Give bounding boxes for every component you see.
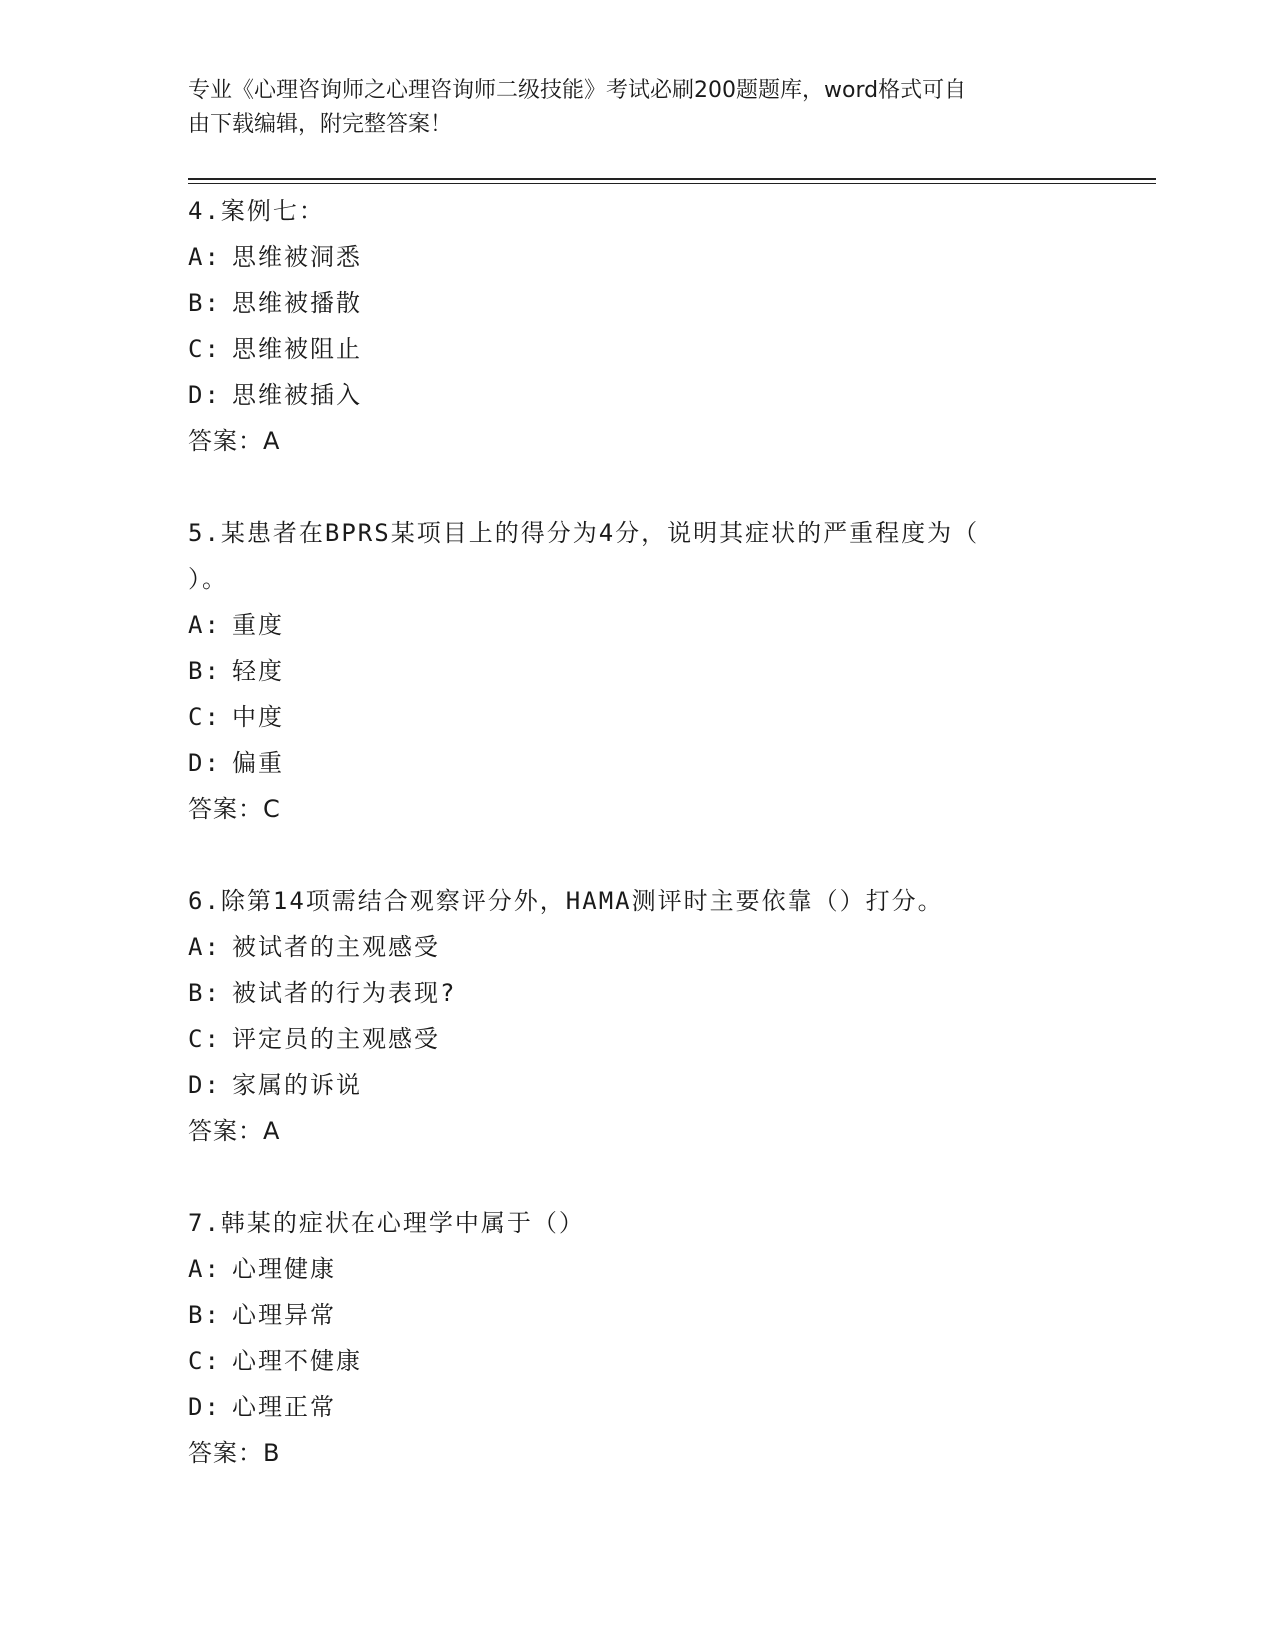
- answer-line: 答案：A: [188, 427, 281, 455]
- option-d: [188, 740, 1088, 786]
- option-c: [188, 694, 1088, 740]
- option-a: [188, 1246, 1088, 1292]
- option-text: 中度: [232, 703, 284, 731]
- option-letter: C:: [188, 1025, 221, 1053]
- header-line-2: 由下载编辑，附完整答案！: [188, 112, 453, 137]
- document-header: [188, 74, 1068, 142]
- option-letter: C:: [188, 335, 221, 363]
- option-text: 心理正常: [232, 1393, 336, 1421]
- answer-line: 答案：B: [188, 1439, 281, 1467]
- option-text: 思维被阻止: [232, 335, 362, 363]
- option-letter: A:: [188, 611, 221, 639]
- option-b: [188, 648, 1088, 694]
- header-divider: [188, 178, 1156, 184]
- option-letter: A:: [188, 1255, 221, 1283]
- option-letter: B:: [188, 1301, 221, 1329]
- option-c: [188, 326, 1088, 372]
- option-d: [188, 1062, 1088, 1108]
- option-d: [188, 1384, 1088, 1430]
- question-5: [188, 510, 1088, 832]
- option-text: 被试者的主观感受: [232, 933, 440, 961]
- option-letter: B:: [188, 657, 221, 685]
- option-c: [188, 1338, 1088, 1384]
- question-stem: 4.案例七：: [188, 197, 325, 225]
- option-letter: C:: [188, 703, 221, 731]
- question-7: [188, 1200, 1088, 1476]
- option-text: 偏重: [232, 749, 284, 777]
- option-letter: A:: [188, 933, 221, 961]
- option-text: 思维被插入: [232, 381, 362, 409]
- option-a: [188, 924, 1088, 970]
- question-4: [188, 188, 1088, 464]
- option-a: [188, 234, 1088, 280]
- option-c: [188, 1016, 1088, 1062]
- question-stem: 7.韩某的症状在心理学中属于（）: [188, 1209, 585, 1237]
- option-b: [188, 1292, 1088, 1338]
- question-stem-continued: ）。: [188, 565, 228, 593]
- option-text: 家属的诉说: [232, 1071, 362, 1099]
- option-text: 心理不健康: [232, 1347, 362, 1375]
- option-b: [188, 970, 1088, 1016]
- question-stem: 5.某患者在BPRS某项目上的得分为4分，说明其症状的严重程度为（: [188, 519, 980, 547]
- question-stem: 6.除第14项需结合观察评分外，HAMA测评时主要依靠（）打分。: [188, 887, 944, 915]
- option-b: [188, 280, 1088, 326]
- option-text: 心理健康: [232, 1255, 336, 1283]
- option-d: [188, 372, 1088, 418]
- option-letter: D:: [188, 381, 221, 409]
- question-list: [188, 188, 1088, 1522]
- option-a: [188, 602, 1088, 648]
- option-letter: B:: [188, 289, 221, 317]
- option-letter: B:: [188, 979, 221, 1007]
- option-letter: D:: [188, 1071, 221, 1099]
- answer-line: 答案：C: [188, 795, 281, 823]
- option-letter: A:: [188, 243, 221, 271]
- option-letter: D:: [188, 1393, 221, 1421]
- option-text: 被试者的行为表现?: [232, 979, 457, 1007]
- header-line-1: 专业《心理咨询师之心理咨询师二级技能》考试必刷200题题库，word格式可自: [188, 78, 967, 103]
- answer-line: 答案：A: [188, 1117, 281, 1145]
- option-letter: D:: [188, 749, 221, 777]
- option-text: 评定员的主观感受: [232, 1025, 440, 1053]
- option-letter: C:: [188, 1347, 221, 1375]
- option-text: 心理异常: [232, 1301, 336, 1329]
- option-text: 重度: [232, 611, 284, 639]
- option-text: 轻度: [232, 657, 284, 685]
- option-text: 思维被播散: [232, 289, 362, 317]
- option-text: 思维被洞悉: [232, 243, 362, 271]
- question-6: [188, 878, 1088, 1154]
